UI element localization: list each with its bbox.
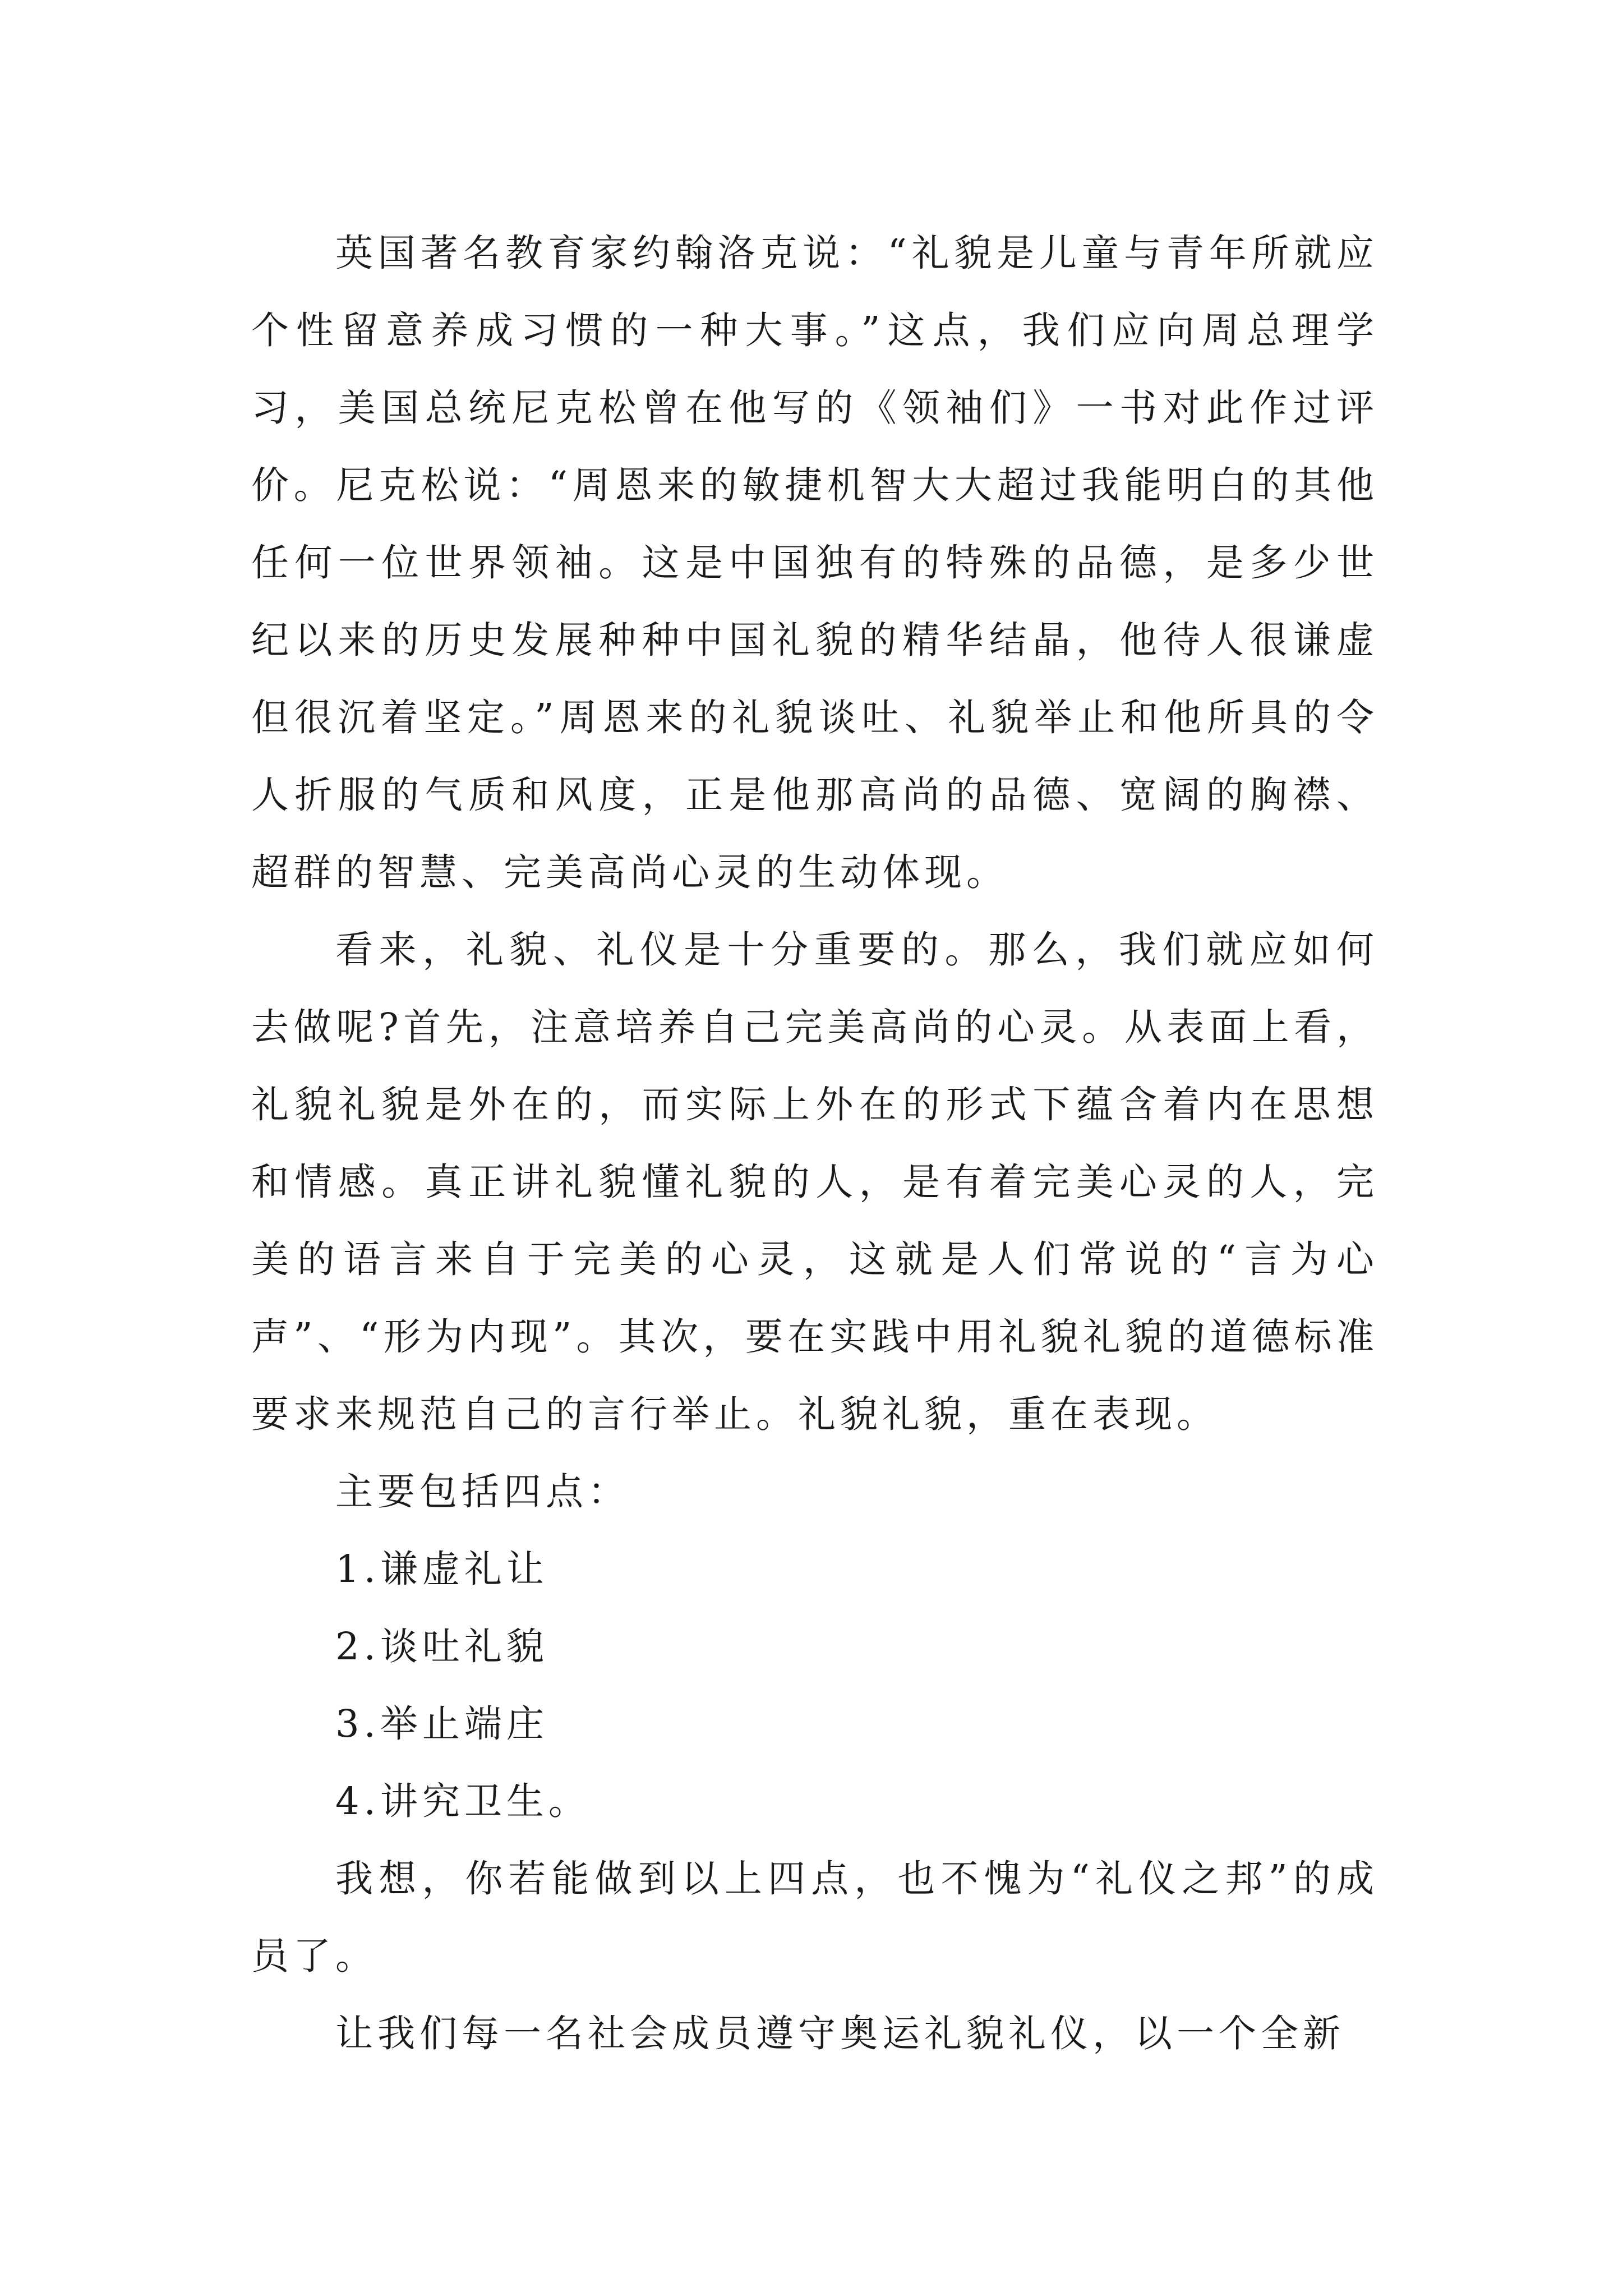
paragraph-four-points-intro: 主要包括四点：: [335, 1470, 630, 1513]
document-body: [251, 214, 1378, 2072]
list-item: 3.举止端庄: [335, 1702, 548, 1746]
list-item: 1.谦虚礼让: [335, 1547, 548, 1591]
paragraph-locke-quote: 英国著名教育家约翰洛克说：“礼貌是儿童与青年所就应个性留意养成习惯的一种大事。”这点，我们应向周总理学习，美国总统尼克松曾在他写的《领袖们》一书对此作过评价。尼克松说：“周恩来的敏捷机智大大超过我能明白的其他任何一位世界领袖。这是中国独有的特殊的品德，是多少世纪以来的历史发展种种中国礼貌的精华结晶，他待人很谦虚但很沉着坚定。”周恩来的礼貌谈吐、礼貌举止和他所具的令人折服的气质和风度，正是他那高尚的品德、宽阔的胸襟、超群的智慧、完美高尚心灵的生动体现。: [251, 231, 1378, 894]
paragraph-final: 让我们每一名社会成员遵守奥运礼貌礼仪，以一个全新: [335, 2012, 1345, 2055]
paragraph-conclusion: 我想，你若能做到以上四点，也不愧为“礼仪之邦”的成员了。: [251, 1857, 1378, 1978]
list-item: 4.讲究卫生。: [335, 1779, 591, 1823]
paragraph-how-to: 看来，礼貌、礼仪是十分重要的。那么，我们就应如何去做呢?首先，注意培养自己完美高尚的心灵。从表面上看，礼貌礼貌是外在的，而实际上外在的形式下蕴含着内在思想和情感。真正讲礼貌懂礼貌的人，是有着完美心灵的人，完美的语言来自于完美的心灵，这就是人们常说的“言为心声”、“形为内现”。其次，要在实践中用礼貌礼貌的道德标准要求来规范自己的言行举止。礼貌礼貌，重在表现。: [251, 928, 1378, 1436]
list-item: 2.谈吐礼貌: [335, 1625, 548, 1668]
